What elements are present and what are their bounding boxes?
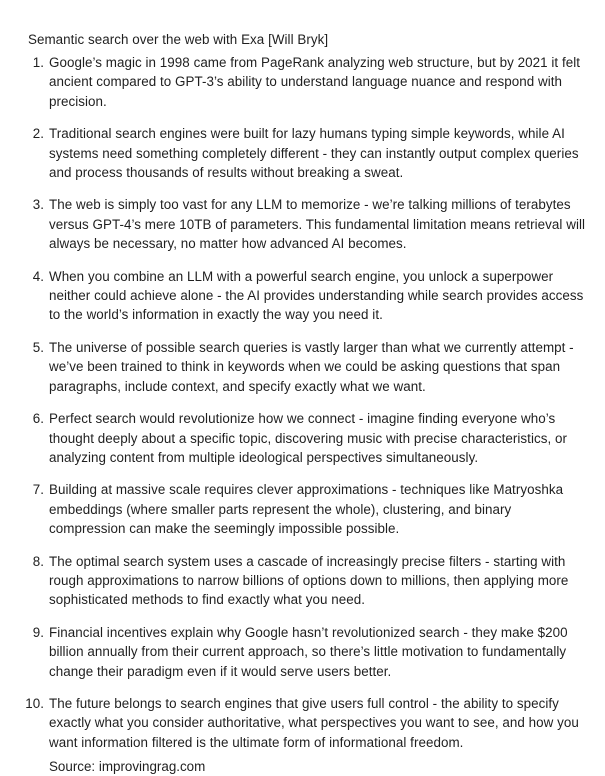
item-text: The optimal search system uses a cascade of increasingly precise filters - starting with rough approximations to narrow billions of options down to millions, then applying more sophisticated methods to find exactly what you need.: [49, 553, 569, 608]
list-item: [28, 480, 591, 538]
list-item: [28, 338, 591, 396]
item-text: The web is simply too vast for any LLM to memorize - we’re talking millions of terabytes versus GPT-4’s mere 10TB of parameters. This fundamental limitation means retrieval will always be necessary, no matter how advanced AI becomes.: [49, 197, 586, 252]
list-item: [25, 694, 591, 752]
item-text: When you combine an LLM with a powerful search engine, you unlock a superpower neither could achieve alone - the AI provides understanding while search provides access to the world’s information in exactly the way you need it.: [49, 268, 584, 323]
item-number: 8.: [32, 553, 44, 569]
list-item: [28, 409, 591, 467]
list-item: [28, 623, 591, 681]
item-text: The universe of possible search queries is vastly larger than what we currently attempt - we’ve been trained to think in keywords when we could be asking questions that span paragraphs, include context, and specify exactly what we want.: [49, 339, 574, 394]
points-list: [25, 53, 591, 752]
source-line: Source: improvingrag.com: [49, 759, 206, 775]
item-number: 5.: [32, 339, 44, 355]
list-item: [28, 552, 591, 610]
item-number: 1.: [32, 55, 44, 70]
item-number: 9.: [32, 624, 44, 640]
item-text: Financial incentives explain why Google hasn’t revolutionized search - they make $200 billion annually from their current approach, so there’s little motivation to fundamentally change their paradigm even if it would serve users better.: [49, 624, 568, 679]
item-number: 7.: [32, 482, 44, 498]
item-number: 4.: [32, 268, 44, 284]
item-text: The future belongs to search engines that give users full control - the ability to specify exactly what you consider authoritative, what perspectives you want to see, and how you want information filtered is the ultimate form of informational freedom.: [49, 695, 579, 750]
document-title: Semantic search over the web with Exa [Will Bryk]: [28, 32, 329, 47]
item-number: 3.: [32, 197, 44, 213]
list-item: [28, 195, 591, 253]
list-item: [28, 124, 591, 182]
list-item: [28, 53, 591, 111]
item-text: Building at massive scale requires clever approximations - techniques like Matryoshka embeddings (where smaller parts represent the whole), clustering, and binary compression can make the seemingly impossible possible.: [49, 482, 564, 537]
item-text: Google’s magic in 1998 came from PageRank analyzing web structure, but by 2021 it felt ancient compared to GPT-3’s ability to understand language nuance and respond with precision.: [49, 55, 581, 109]
item-text: Perfect search would revolutionize how we connect - imagine finding everyone who’s thought deeply about a specific topic, discovering music with precise characteristics, or analyzing content from multiple ideological perspectives simultaneously.: [49, 411, 568, 465]
item-number: 6.: [32, 411, 44, 427]
item-number: 10.: [25, 695, 44, 711]
item-text: Traditional search engines were built for lazy humans typing simple keywords, while AI systems need something completely different - they can instantly output complex queries and process thousands of results without breaking a sweat.: [49, 126, 579, 181]
list-item: [28, 267, 591, 325]
item-number: 2.: [32, 126, 44, 142]
